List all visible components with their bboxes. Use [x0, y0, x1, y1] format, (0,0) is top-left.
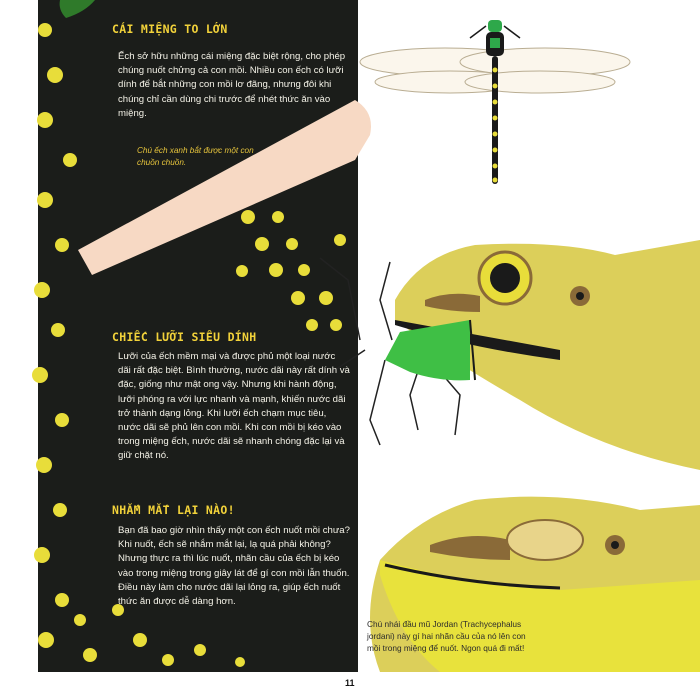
caption-dragonfly: Chú ếch xanh bắt được một con chuồn chuồn. [137, 146, 254, 167]
paragraph-sticky-tongue: Lưỡi của ếch mềm mại và được phủ một loại nước dãi rất đặc biệt. Bình thường, nước dãi này rất dính và đặc, giống như mật ong vậy. Nhưng khi hành động, lưỡi phóng ra với lực nhanh và mạnh, khiến nước dãi trở thành dạng lỏng. Khi lưỡi ếch chạm mục tiêu, nước dãi sẽ phủ lên con mồi. Khi con mồi bị kéo vào trong miệng ếch, nước dãi sẽ nhanh chóng đặc lại và giữ chặt nó. [118, 351, 350, 462]
leaf-shape [60, 0, 95, 18]
green-insect [385, 320, 470, 380]
heading-sticky-tongue: CHIẾC LƯỠI SIÊU DÍNH [112, 330, 257, 344]
heading-close-eyes: NHẮM MẮT LẠI NÀO! [112, 503, 235, 517]
paragraph-close-eyes: Bạn đã bao giờ nhìn thấy một con ếch nuốt mồi chưa? Khi nuốt, ếch sẽ nhắm mắt lại, lạ quá phải không? Nhưng thực ra thì lúc nuốt, nhãn cầu của ếch bị kéo vào trong miệng trong giây lát để gí con mồi lẫn thuốn. Điều này làm cho nước dãi lại lỏng ra, giúp ếch nuốt thức ăn được dễ dàng hơn. [118, 525, 350, 608]
dragonfly-icon [360, 20, 630, 184]
frog-tongue [78, 100, 355, 275]
tongue-tip [355, 100, 371, 160]
page-number: 11 [345, 678, 355, 688]
heading-big-mouth: CÁI MIỆNG TO LỚN [112, 22, 228, 36]
caption-frog: Chú nhái đầu mũ Jordan (Trachycephalus jordani) này gí hai nhãn cầu của nó lên con mồi trong miệng để nuốt. Ngon quá đi mất! [367, 619, 526, 653]
paragraph-big-mouth: Ếch sở hữu những cái miệng đặc biệt rộng, cho phép chúng nuốt chửng cả con mồi. Nhiều con ếch có lưỡi dính để bắt những con mồi lơ đãng, nhưng đôi khi chúng chỉ cần dùng chi trước để nhét thức ăn vào miệng. [118, 51, 346, 119]
